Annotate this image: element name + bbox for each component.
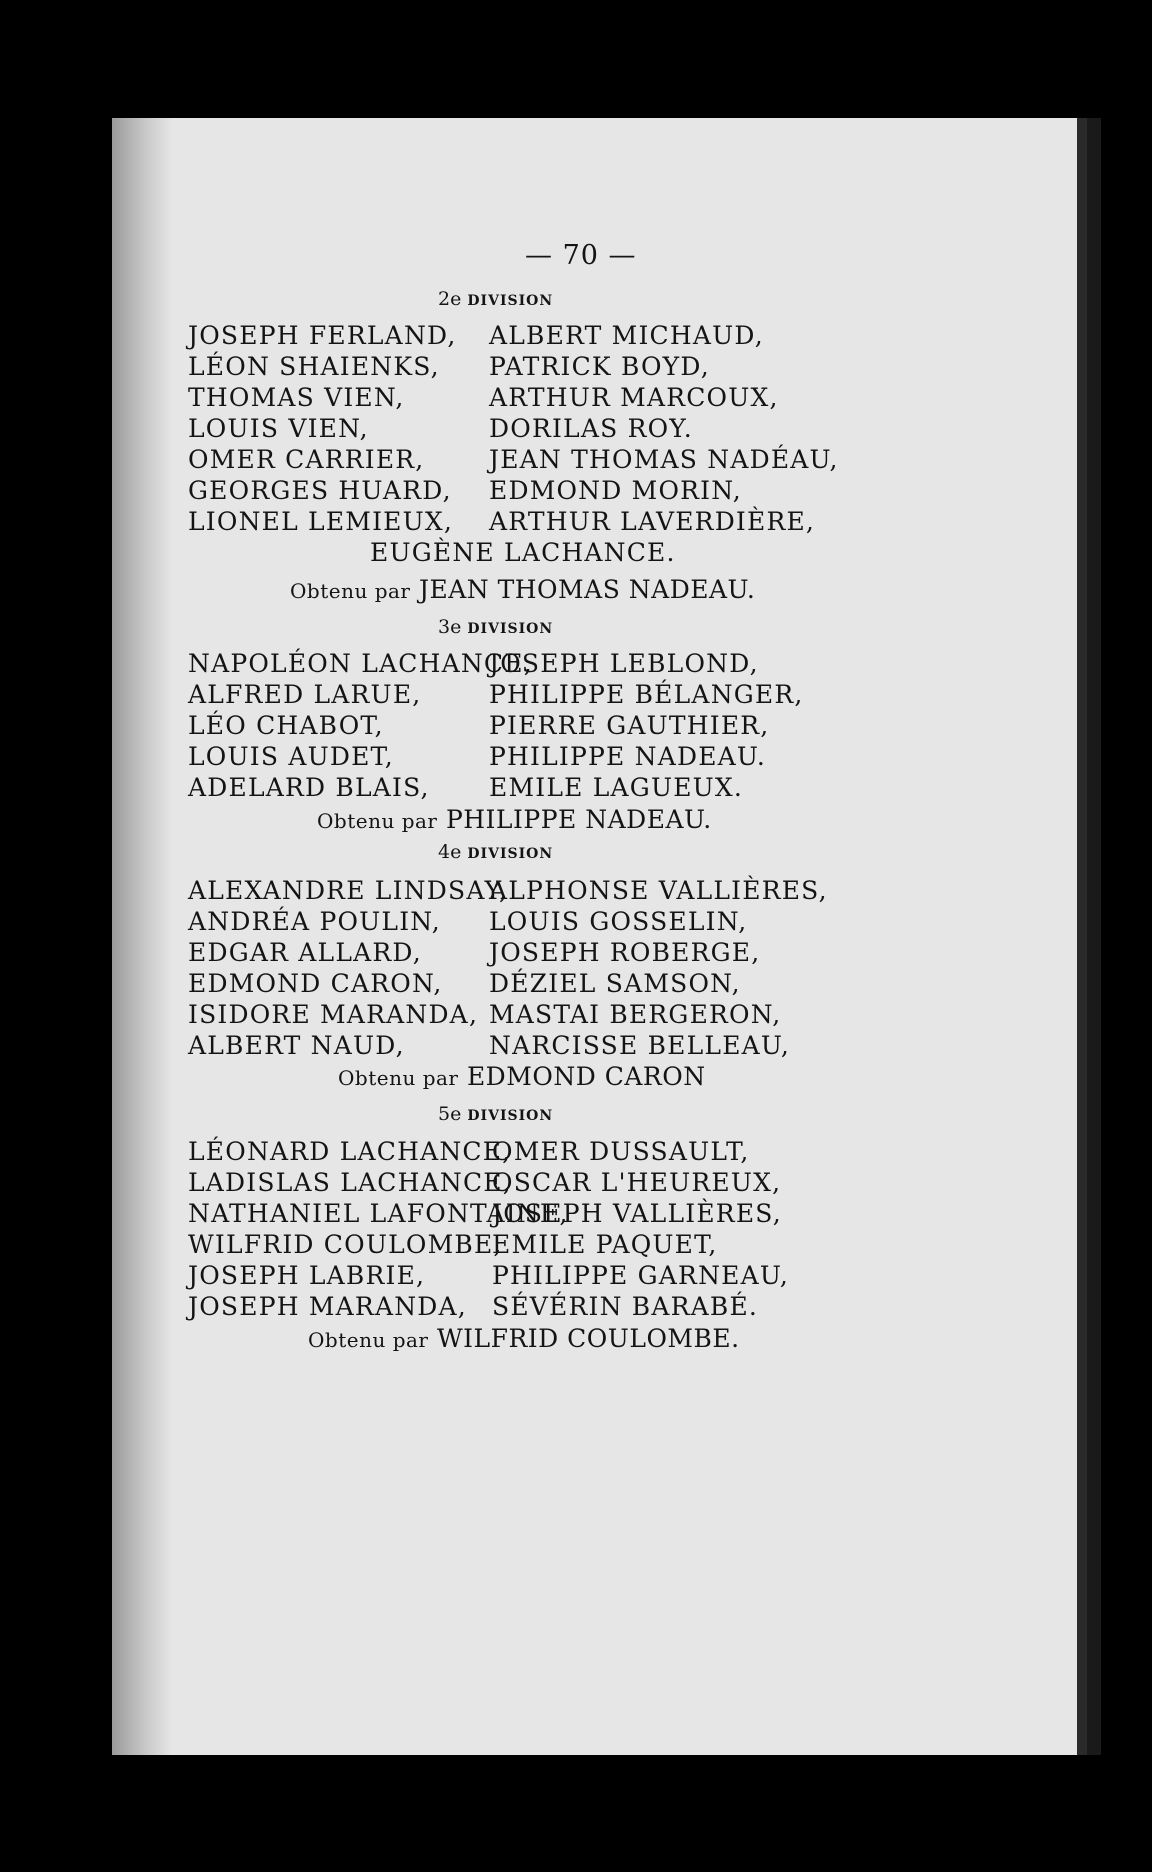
division-2-right-name: DORILAS ROY. xyxy=(489,414,693,443)
obtenu-prefix: Obtenu par xyxy=(338,1066,459,1090)
division-label: DIVISION xyxy=(467,1108,554,1124)
division-label: DIVISION xyxy=(467,621,554,637)
obtenu-name: EDMOND CARON xyxy=(466,1062,706,1091)
division-4-right-name: NARCISSE BELLEAU, xyxy=(489,1031,791,1060)
division-5-right-name: EMILE PAQUET, xyxy=(492,1230,718,1259)
page-gutter-shadow xyxy=(112,118,172,1755)
division-4-left-name: ISIDORE MARANDA, xyxy=(188,1000,479,1029)
division-5-right-name: OMER DUSSAULT, xyxy=(492,1137,750,1166)
division-4-right-name: DÉZIEL SAMSON, xyxy=(489,969,741,998)
division-3-left-name: LÉO CHABOT, xyxy=(188,711,384,740)
division-5-left-name: JOSEPH MARANDA, xyxy=(188,1292,467,1321)
division-5-left-name: LADISLAS LACHANCE, xyxy=(188,1168,512,1197)
division-4-left-name: EDMOND CARON, xyxy=(188,969,443,998)
division-3-heading xyxy=(438,618,553,637)
obtenu-prefix: Obtenu par xyxy=(290,579,411,603)
division-3-left-name: LOUIS AUDET, xyxy=(188,742,394,771)
obtenu-name: PHILIPPE NADEAU. xyxy=(445,805,712,834)
division-2-left-name: THOMAS VIEN, xyxy=(188,383,405,412)
division-2-left-name: JOSEPH FERLAND, xyxy=(188,321,457,350)
division-5-left-name: JOSEPH LABRIE, xyxy=(188,1261,426,1290)
division-4-left-name: ALBERT NAUD, xyxy=(188,1031,405,1060)
division-number: 4e xyxy=(438,841,462,863)
division-number: 5e xyxy=(438,1103,462,1125)
division-3-right-name: PHILIPPE NADEAU. xyxy=(489,742,767,771)
division-3-right-name: PIERRE GAUTHIER, xyxy=(489,711,770,740)
division-2-right-name: PATRICK BOYD, xyxy=(489,352,710,381)
division-5-left-name: WILFRID COULOMBE, xyxy=(188,1230,503,1259)
division-2-left-name: OMER CARRIER, xyxy=(188,445,425,474)
division-3-right-name: EMILE LAGUEUX. xyxy=(489,773,744,802)
division-3-right-name: PHILIPPE BÉLANGER, xyxy=(489,680,804,709)
division-2-obtenu xyxy=(290,577,755,602)
division-3-left-name: ALFRED LARUE, xyxy=(188,680,422,709)
division-2-left-name: LOUIS VIEN, xyxy=(188,414,369,443)
division-2-right-name: EDMOND MORIN, xyxy=(489,476,742,505)
division-3-right-name: JOSEPH LEBLOND, xyxy=(489,649,759,678)
division-5-right-name: OSCAR L'HEUREUX, xyxy=(492,1168,782,1197)
division-2-left-name: GEORGES HUARD, xyxy=(188,476,452,505)
division-5-left-name: LÉONARD LACHANCE, xyxy=(188,1137,512,1166)
division-number: 3e xyxy=(438,616,462,638)
division-5-right-name: SÉVÉRIN BARABÉ. xyxy=(492,1292,759,1321)
division-5-left-name: NATHANIEL LAFONTAINE, xyxy=(188,1199,569,1228)
division-2-center-name: EUGÈNE LACHANCE. xyxy=(370,538,676,567)
division-2-right-name: ARTHUR MARCOUX, xyxy=(489,383,779,412)
division-4-left-name: ALEXANDRE LINDSAY, xyxy=(188,876,509,905)
division-5-obtenu xyxy=(308,1326,740,1351)
obtenu-name: WILFRID COULOMBE. xyxy=(436,1324,740,1353)
obtenu-prefix: Obtenu par xyxy=(308,1328,429,1352)
division-2-right-name: JEAN THOMAS NADÉAU, xyxy=(489,445,839,474)
scanned-page xyxy=(112,118,1087,1755)
page-edge xyxy=(1077,118,1087,1755)
division-2-heading xyxy=(438,290,553,309)
division-2-left-name: LÉON SHAIENKS, xyxy=(188,352,440,381)
division-2-right-name: ALBERT MICHAUD, xyxy=(489,321,764,350)
division-4-right-name: JOSEPH ROBERGE, xyxy=(489,938,761,967)
division-4-right-name: LOUIS GOSSELIN, xyxy=(489,907,748,936)
division-4-obtenu xyxy=(338,1064,706,1089)
division-4-right-name: MASTAI BERGERON, xyxy=(489,1000,782,1029)
division-5-right-name: JOSEPH VALLIÈRES, xyxy=(492,1199,782,1228)
division-5-heading xyxy=(438,1105,553,1124)
obtenu-prefix: Obtenu par xyxy=(317,809,438,833)
division-3-obtenu xyxy=(317,807,712,832)
division-4-right-name: ALPHONSE VALLIÈRES, xyxy=(489,876,828,905)
division-4-heading xyxy=(438,843,553,862)
division-label: DIVISION xyxy=(467,293,554,309)
scan-border xyxy=(1087,118,1101,1755)
division-4-left-name: ANDRÉA POULIN, xyxy=(188,907,441,936)
division-number: 2e xyxy=(438,288,462,310)
division-5-right-name: PHILIPPE GARNEAU, xyxy=(492,1261,789,1290)
division-label: DIVISION xyxy=(467,846,554,862)
page-number: — 70 — xyxy=(525,240,637,271)
division-2-left-name: LIONEL LEMIEUX, xyxy=(188,507,454,536)
division-4-left-name: EDGAR ALLARD, xyxy=(188,938,422,967)
division-3-left-name: ADELARD BLAIS, xyxy=(188,773,430,802)
division-3-left-name: NAPOLÉON LACHANCE, xyxy=(188,649,533,678)
division-2-right-name: ARTHUR LAVERDIÈRE, xyxy=(489,507,816,536)
obtenu-name: JEAN THOMAS NADEAU. xyxy=(418,575,756,604)
